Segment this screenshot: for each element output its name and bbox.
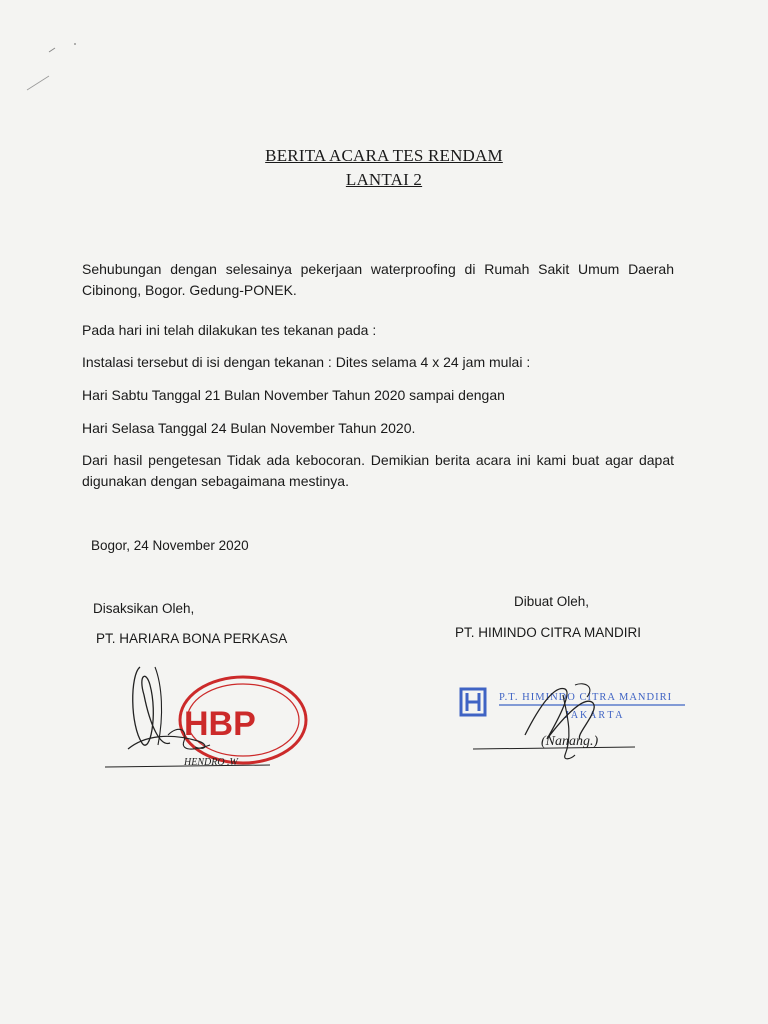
hbp-logo: HBP: [184, 705, 256, 743]
witness-label: Disaksikan Oleh,: [93, 601, 195, 616]
maker-stamp-text: P.T. HIMINDO CITRA MANDIRI: [499, 692, 673, 703]
scan-specks: [25, 38, 85, 98]
place-date: Bogor, 24 November 2020: [91, 538, 249, 553]
maker-stamp-signature: [455, 675, 700, 770]
paragraph-intro: Sehubungan dengan selesainya pekerjaan waterproofing di Rumah Sakit Umum Daerah Cibinong, Bogor. Gedung-PONEK.: [82, 261, 674, 298]
witness-company: PT. HARIARA BONA PERKASA: [96, 631, 288, 646]
paragraph-conclusion: Dari hasil pengetesan Tidak ada kebocoran. Demikian berita acara ini kami buat agar dapat digunakan dengan sebagaimana mestinya.: [82, 452, 674, 489]
paragraph-start-date: Hari Sabtu Tanggal 21 Bulan November Tahun 2020 sampai dengan: [82, 387, 505, 403]
paragraph-test-duration: Instalasi tersebut di isi dengan tekanan : Dites selama 4 x 24 jam mulai :: [82, 354, 531, 370]
maker-company: PT. HIMINDO CITRA MANDIRI: [455, 625, 642, 640]
document-title: BERITA ACARA TES RENDAM: [265, 146, 503, 165]
witness-name-handwritten: HENDRO .W: [184, 757, 238, 768]
document-subtitle: LANTAI 2: [345, 170, 423, 189]
paragraph-test-statement: Pada hari ini telah dilakukan tes tekanan pada :: [82, 322, 377, 338]
maker-label: Dibuat Oleh,: [514, 594, 590, 609]
paragraph-end-date: Hari Selasa Tanggal 24 Bulan November Tahun 2020.: [82, 420, 416, 436]
witness-stamp-signature: [100, 655, 315, 775]
maker-name-handwritten: (Nanang.): [541, 734, 599, 749]
maker-stamp-city: J A K A R T A: [565, 710, 623, 721]
